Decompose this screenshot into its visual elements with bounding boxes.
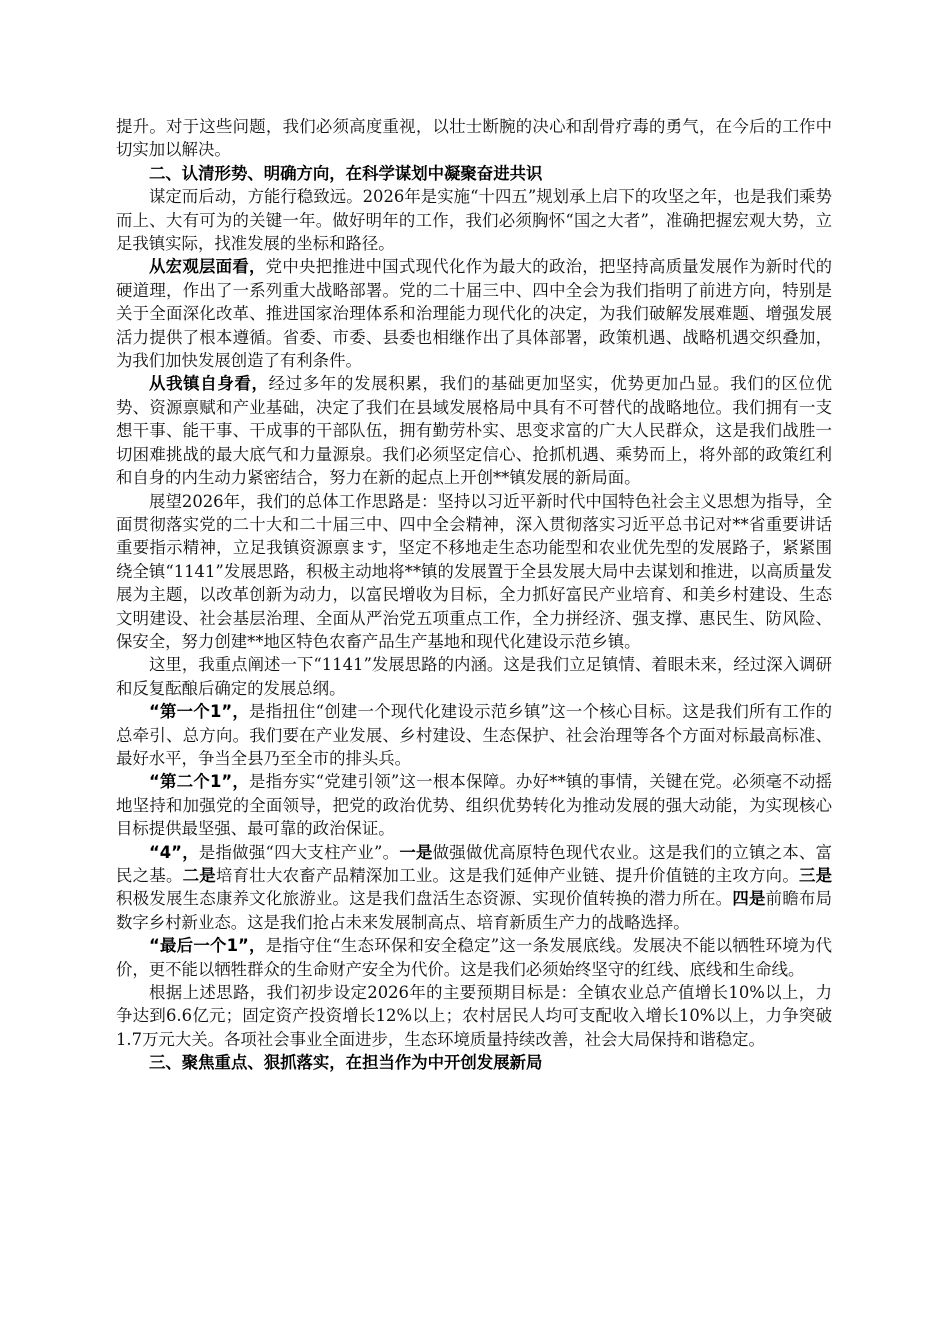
paragraph-four	[116, 841, 832, 935]
four-three-text: 积极发展生态康养文化旅游业。这是我们盘活生态资源、实现价值转换的潜力所在。	[116, 889, 733, 909]
document-body	[116, 115, 832, 1075]
macro-lead: 从宏观层面看，	[149, 257, 266, 277]
four-four-lead: 四是	[732, 889, 766, 909]
paragraph-macro	[116, 255, 832, 372]
four-four-text: 前瞻布局数字乡村新业态。这是我们抢占未来发展制高点、培育新质生产力的战略选择。	[116, 889, 833, 932]
last-lead: “最后一个1”，	[149, 936, 266, 956]
four-lead: “4”，	[149, 842, 199, 862]
paragraph-last-1	[116, 934, 832, 981]
paragraph-explain: 这里，我重点阐述一下“1141”发展思路的内涵。这是我们立足镇情、着眼未来，经过深入调研和反复酝酿后确定的发展总纲。	[116, 655, 832, 698]
four-one-lead: 一是	[399, 842, 433, 862]
four-two-lead: 二是	[182, 866, 216, 885]
self-text: 经过多年的发展积累，我们的基础更加坚实，优势更加凸显。我们的区位优势、资源禀赋和产业基础，决定了我们在县域发展格局中具有不可替代的战略地位。我们拥有一支想干事、能干事、干成事的干部队伍，拥有勤劳朴实、思变求富的广大人民群众，这是我们战胜一切困难挑战的最大底气和力量源泉。我们必须坚定信心、抢抓机遇、乘势而上，将外部的政策红利和自身的内生动力紧密结合，努力在新的起点上开创**镇发展的新局面。	[116, 374, 833, 488]
paragraph-outlook: 展望2026年，我们的总体工作思路是：坚持以习近平新时代中国特色社会主义思想为指导，全面贯彻落实党的二十大和二十届三中、四中全会精神，深入贯彻落实习近平总书记对**省重要讲话重要指示精神，立足我镇资源禀ます，坚定不移地走生态功能型和农业优先型的发展路子，紧紧围绕全镇“1141”发展思路，积极主动地将**镇的发展置于全县发展大局中去谋划和推进，以高质量发展为主题，以改革创新为动力，以富民增收为目标，全力抓好富民产业培育、和美乡村建设、生态文明建设、社会基层治理、全面从严治党五项重点工作，全力拼经济、强支撑、惠民生、防风险、保安全，努力创建**地区特色农畜产品生产基地和现代化建设示范乡镇。	[116, 491, 832, 651]
four-text-a: 是指做强“四大支柱产业”。	[198, 842, 400, 862]
paragraph-second-1	[116, 770, 832, 840]
four-three-lead: 三是	[798, 866, 833, 885]
first-lead: “第一个1”，	[149, 702, 250, 722]
second-lead: “第二个1”，	[149, 772, 250, 792]
second-text: 是指夯实“党建引领”这一根本保障。办好**镇的事情，关键在党。必须毫不动摇地坚持和加强党的全面领导，把党的政治优势、组织优势转化为推动发展的强大动能，为实现核心目标提供最坚强、最可靠的政治保证。	[116, 772, 832, 839]
first-text: 是指扭住“创建一个现代化建设示范乡镇”这一个核心目标。这是我们所有工作的总牵引、总方向。我们要在产业发展、乡村建设、生态保护、社会治理等各个方面对标最高标准、最好水平，争当全县乃至全市的排头兵。	[116, 702, 832, 768]
paragraph-targets: 根据上述思路，我们初步设定2026年的主要预期目标是：全镇农业总产值增长10%以上，力争达到6.6亿元；固定资产投资增长12%以上；农村居民人均可支配收入增长10%以上，力争突破1.7万元大关。各项社会事业全面进步，生态环境质量持续改善，社会大局保持和谐稳定。	[116, 983, 832, 1049]
four-one-text: 做强做优高原特色现代农业。这是我们的立镇之本、富民之基。	[116, 842, 833, 885]
macro-text: 党中央把推进中国式现代化作为最大的政治，把坚持高质量发展作为新时代的硬道理，作出了一系列重大战略部署。党的二十届三中、四中全会为我们指明了前进方向，特别是关于全面深化改革、推进国家治理体系和治理能力现代化的决定，为我们破解发展难题、增强发展活力提供了根本遵循。省委、市委、县委也相继作出了具体部署，政策机遇、战略机遇交织叠加，为我们加快发展创造了有利条件。	[116, 257, 832, 371]
four-two-text: 培育壮大农畜产品精深加工业。这是我们延伸产业链、提升价值链的主攻方向。	[215, 866, 799, 885]
section-heading-2: 二、认清形势、明确方向，在科学谋划中凝聚奋进共识	[149, 163, 543, 183]
self-lead: 从我镇自身看，	[149, 374, 269, 394]
section-heading-3: 三、聚焦重点、狠抓落实，在担当作为中开创发展新局	[149, 1053, 543, 1073]
paragraph-self	[116, 372, 832, 489]
paragraph-continuation: 提升。对于这些问题，我们必须高度重视，以壮士断腕的决心和刮骨疗毒的勇气，在今后的工作中切实加以解决。	[116, 117, 832, 160]
paragraph-first-1	[116, 700, 832, 770]
last-text: 是指守住“生态环保和安全稳定”这一条发展底线。发展决不能以牺牲环境为代价，更不能以牺牲群众的生命财产安全为代价。这是我们必须始终坚守的红线、底线和生命线。	[116, 936, 832, 979]
paragraph-intro: 谋定而后动，方能行稳致远。2026年是实施“十四五”规划承上启下的攻坚之年，也是我们乘势而上、大有可为的关键一年。做好明年的工作，我们必须胸怀“国之大者”，准确把握宏观大势，立足我镇实际，找准发展的坐标和路径。	[116, 187, 832, 254]
